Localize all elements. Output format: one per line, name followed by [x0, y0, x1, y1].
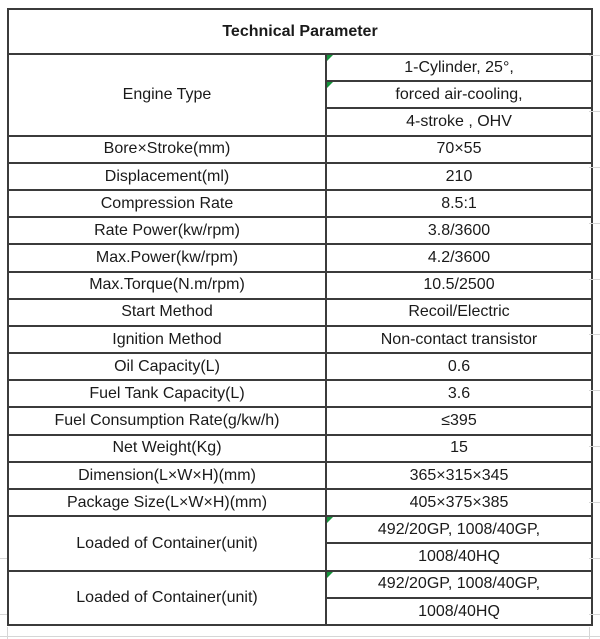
param-value-cell: [326, 190, 592, 217]
param-value-cell: [326, 163, 592, 190]
param-value-cell: [326, 462, 592, 489]
sheet-gridline: [589, 334, 600, 335]
sheet-gridline: [589, 167, 600, 168]
param-value-text: 3.8/3600: [427, 221, 491, 239]
table-row: [8, 435, 592, 462]
sheet-gridline: [7, 627, 8, 639]
param-value-text: 210: [445, 167, 473, 185]
spec-table-body: [8, 9, 592, 625]
sheet-gridline: [589, 111, 600, 112]
table-row: [8, 54, 592, 81]
param-value-text: 4-stroke , OHV: [406, 113, 512, 131]
param-label-cell: Loaded of Container(unit): [8, 516, 326, 570]
param-label-cell: Net Weight(Kg): [8, 435, 326, 462]
table-row: [8, 326, 592, 353]
sheet-gridline: [589, 55, 600, 56]
sheet-gridline: [589, 627, 590, 639]
param-label-cell: Max.Torque(N.m/rpm): [8, 272, 326, 299]
param-value-cell: [326, 217, 592, 244]
param-value-text: 0.6: [447, 357, 471, 375]
param-label-cell: Fuel Tank Capacity(L): [8, 380, 326, 407]
param-value-cell: [326, 54, 592, 81]
param-label-cell: Ignition Method: [8, 326, 326, 353]
sheet-gridline: [589, 446, 600, 447]
param-value-cell: [326, 516, 592, 543]
table-row: [8, 217, 592, 244]
sheet-gridline: [0, 636, 600, 637]
table-row: [8, 516, 592, 543]
param-label-cell: Displacement(ml): [8, 163, 326, 190]
param-label-cell: Max.Power(kw/rpm): [8, 244, 326, 271]
param-label-cell: Fuel Consumption Rate(g/kw/h): [8, 407, 326, 434]
param-value-cell: [326, 435, 592, 462]
table-row: [8, 380, 592, 407]
param-value-cell: [326, 543, 592, 570]
table-title: Technical Parameter: [8, 9, 592, 54]
param-value-cell: [326, 108, 592, 135]
param-value-text: forced air-cooling,: [395, 85, 523, 103]
table-row: [8, 489, 592, 516]
param-value-text: Non-contact transistor: [380, 330, 538, 348]
param-label-cell: Start Method: [8, 299, 326, 326]
param-label-cell: Dimension(L×W×H)(mm): [8, 462, 326, 489]
table-row: [8, 163, 592, 190]
param-value-text: 1008/40HQ: [418, 548, 500, 566]
param-value-text: 3.6: [447, 385, 471, 403]
param-value-text: 70×55: [436, 140, 482, 158]
param-value-text: 15: [450, 439, 468, 457]
table-row: [8, 272, 592, 299]
param-label-cell: Package Size(L×W×H)(mm): [8, 489, 326, 516]
technical-parameter-table: [7, 8, 593, 626]
table-row: [8, 299, 592, 326]
cell-error-marker-icon: [327, 517, 333, 523]
param-value-text: ≤395: [441, 412, 477, 430]
sheet-gridline: [589, 502, 600, 503]
param-value-cell: [326, 326, 592, 353]
param-label-cell: Engine Type: [8, 54, 326, 136]
param-value-cell: [326, 353, 592, 380]
sheet-gridline: [589, 279, 600, 280]
param-value-cell: [326, 407, 592, 434]
param-label-cell: Bore×Stroke(mm): [8, 136, 326, 163]
sheet-gridline: [589, 614, 600, 615]
param-value-text: Recoil/Electric: [408, 303, 510, 321]
param-label-cell: Rate Power(kw/rpm): [8, 217, 326, 244]
table-row: [8, 407, 592, 434]
table-row: [8, 244, 592, 271]
table-row: [8, 190, 592, 217]
table-row: [8, 462, 592, 489]
param-value-cell: [326, 380, 592, 407]
param-value-text: 1-Cylinder, 25°,: [404, 58, 514, 76]
param-value-cell: [326, 81, 592, 108]
param-value-cell: [326, 598, 592, 625]
cell-error-marker-icon: [327, 55, 333, 61]
param-value-cell: [326, 136, 592, 163]
sheet-gridline: [589, 390, 600, 391]
param-value-text: 492/20GP, 1008/40GP,: [377, 575, 541, 593]
param-value-text: 492/20GP, 1008/40GP,: [377, 520, 541, 538]
sheet-gridline: [0, 614, 7, 615]
param-value-cell: [326, 272, 592, 299]
param-value-cell: [326, 571, 592, 598]
sheet-gridline: [589, 558, 600, 559]
param-label-cell: Loaded of Container(unit): [8, 571, 326, 625]
title-row: [8, 9, 592, 54]
param-value-text: 8.5:1: [441, 194, 477, 212]
param-value-cell: [326, 489, 592, 516]
sheet-gridline: [0, 558, 7, 559]
table-row: [8, 571, 592, 598]
cell-error-marker-icon: [327, 572, 333, 578]
table-row: [8, 353, 592, 380]
param-value-text: 365×315×345: [409, 466, 509, 484]
cell-error-marker-icon: [327, 82, 333, 88]
table-row: [8, 136, 592, 163]
param-label-cell: Oil Capacity(L): [8, 353, 326, 380]
param-value-text: 10.5/2500: [423, 276, 495, 294]
param-label-cell: Compression Rate: [8, 190, 326, 217]
param-value-text: 4.2/3600: [427, 249, 491, 267]
param-value-text: 405×375×385: [409, 493, 509, 511]
param-value-cell: [326, 299, 592, 326]
sheet-gridline: [589, 223, 600, 224]
param-value-cell: [326, 244, 592, 271]
param-value-text: 1008/40HQ: [418, 602, 500, 620]
